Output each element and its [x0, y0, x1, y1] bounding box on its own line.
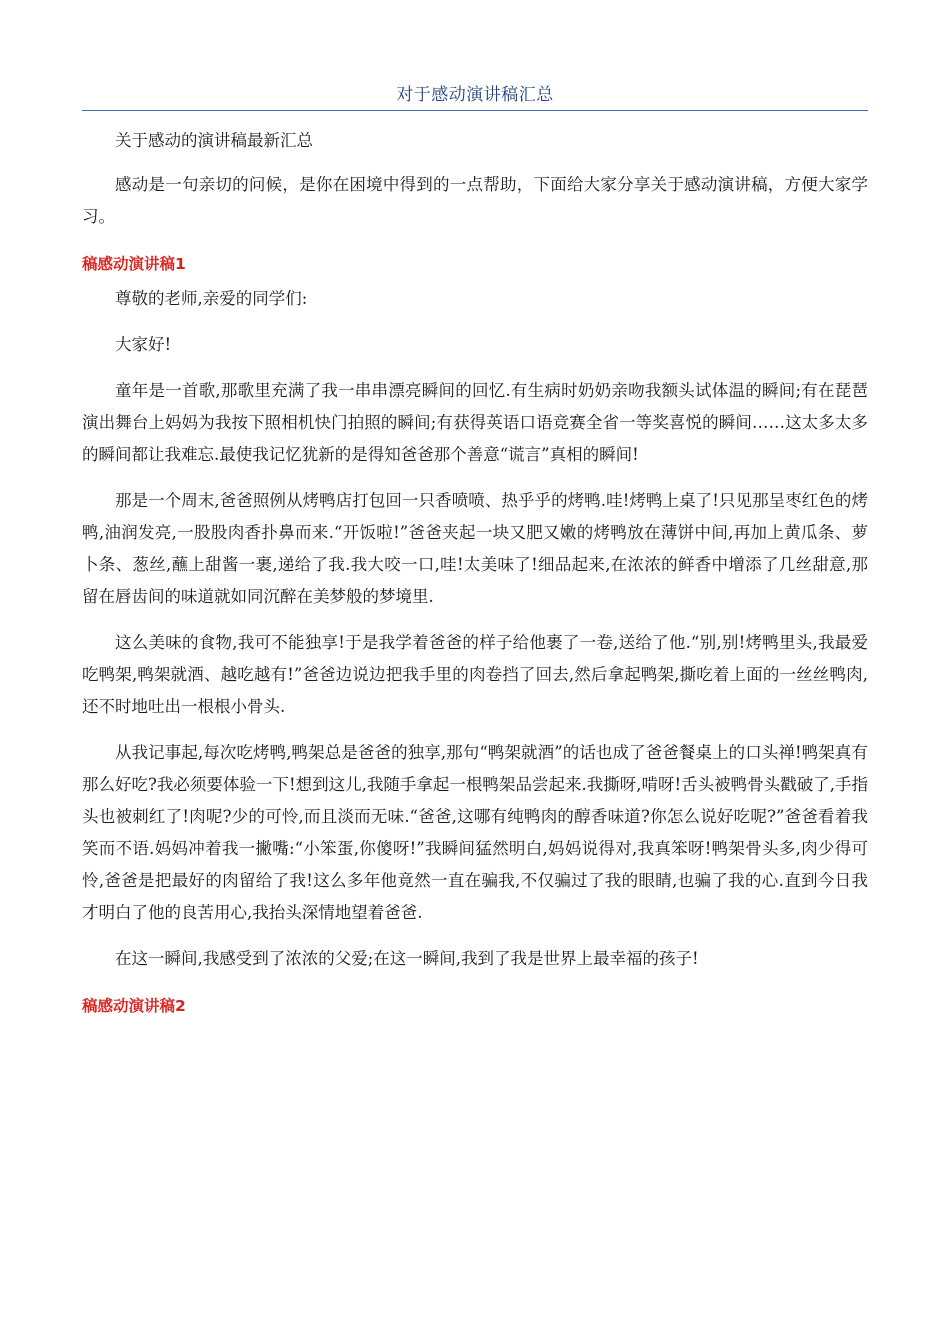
section-1-paragraph-1: 尊敬的老师,亲爱的同学们: — [115, 289, 308, 308]
section-heading-2: 稿感动演讲稿2 — [82, 997, 186, 1015]
section-1-paragraph-3: 童年是一首歌,那歌里充满了我一串串漂亮瞬间的回忆.有生病时奶奶亲吻我额头试体温的瞬间;有在琵琶演出舞台上妈妈为我按下照相机快门拍照的瞬间;有获得英语口语竞赛全省一等奖喜悦的瞬间……这太多太多的瞬间都让我难忘.最使我记忆犹新的是得知爸爸那个善意“谎言”真相的瞬间! — [82, 381, 868, 464]
section-1-paragraph-4: 那是一个周末,爸爸照例从烤鸭店打包回一只香喷喷、热乎乎的烤鸭.哇!烤鸭上桌了!只见那呈枣红色的烤鸭,油润发亮,一股股肉香扑鼻而来.“开饭啦!”爸爸夹起一块又肥又嫩的烤鸭放在薄饼中间,再加上黄瓜条、萝卜条、葱丝,蘸上甜酱一裹,递给了我.我大咬一口,哇!太美味了!细品起来,在浓浓的鲜香中增添了几丝甜意,那留在唇齿间的味道就如同沉醉在美梦般的梦境里. — [82, 491, 868, 606]
section-1-paragraph-2: 大家好! — [115, 335, 172, 354]
document-body — [82, 125, 868, 1025]
section-1-paragraph-7: 在这一瞬间,我感受到了浓浓的父爱;在这一瞬间,我到了我是世界上最幸福的孩子! — [115, 949, 699, 968]
document-subtitle: 关于感动的演讲稿最新汇总 — [115, 131, 313, 150]
section-1-paragraph-5: 这么美味的食物,我可不能独享!于是我学着爸爸的样子给他裹了一卷,送给了他.“别,别!烤鸭里头,我最爱吃鸭架,鸭架就酒、越吃越有!”爸爸边说边把我手里的肉卷挡了回去,然后拿起鸭架,撕吃着上面的一丝丝鸭肉,还不时地吐出一根根小骨头. — [82, 633, 868, 716]
page-header — [82, 84, 868, 111]
page-title: 对于感动演讲稿汇总 — [396, 85, 554, 105]
section-heading-1: 稿感动演讲稿1 — [82, 255, 186, 273]
intro-paragraph: 感动是一句亲切的问候，是你在困境中得到的一点帮助，下面给大家分享关于感动演讲稿，方便大家学习。 — [82, 175, 868, 226]
section-1-paragraph-6: 从我记事起,每次吃烤鸭,鸭架总是爸爸的独享,那句“鸭架就酒”的话也成了爸爸餐桌上的口头禅!鸭架真有那么好吃?我必须要体验一下!想到这儿,我随手拿起一根鸭架品尝起来.我撕呀,啃呀!舌头被鸭骨头戳破了,手指头也被刺红了!肉呢?少的可怜,而且淡而无味.“爸爸,这哪有纯鸭肉的醇香味道?你怎么说好吃呢?”爸爸看着我笑而不语.妈妈冲着我一撇嘴:“小笨蛋,你傻呀!”我瞬间猛然明白,妈妈说得对,我真笨呀!鸭架骨头多,肉少得可怜,爸爸是把最好的肉留给了我!这么多年他竟然一直在骗我,不仅骗过了我的眼睛,也骗了我的心.直到今日我才明白了他的良苦用心,我抬头深情地望着爸爸. — [82, 743, 868, 922]
